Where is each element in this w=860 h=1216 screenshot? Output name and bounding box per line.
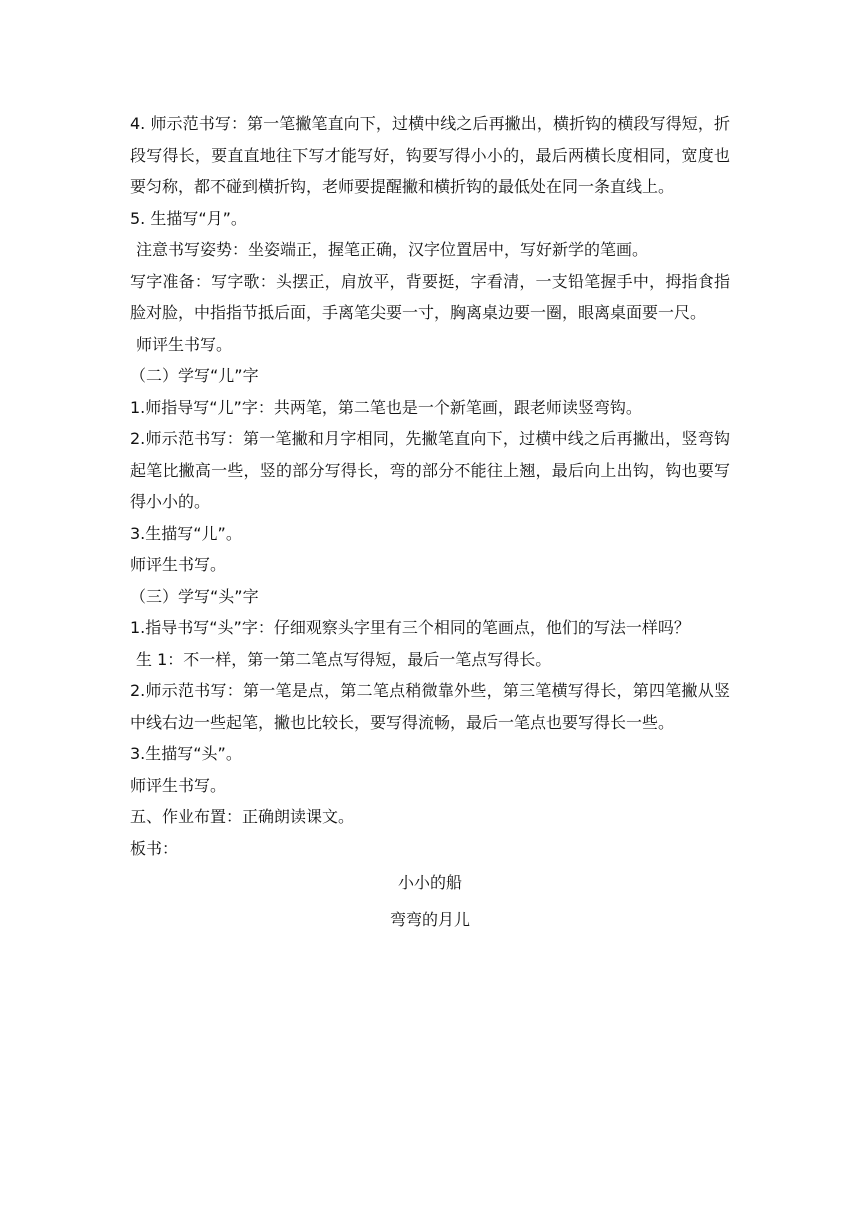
paragraph-student-answer: 生 1：不一样，第一第二笔点写得短，最后一笔点写得长。 [136,649,552,669]
paragraph-tou-guide: 1.指导书写“头”字：仔细观察头字里有三个相同的笔画点，他们的写法一样吗？ [130,618,690,637]
paragraph-tou-trace: 3.生描写“头”。 [130,744,242,763]
paragraph-er-guide: 1.师指导写“儿”字：共两笔，第二笔也是一个新笔画，跟老师读竖弯钩。 [130,397,642,417]
paragraph-er-review: 师评生书写。 [130,555,227,574]
paragraph-homework: 五、作业布置：正确朗读课文。 [130,807,355,826]
paragraph-posture-note: 注意书写姿势：坐姿端正，握笔正确，汉字位置居中，写好新学的笔画。 [136,240,649,259]
lesson-plan-body [130,108,730,938]
board-line-1: 小小的船 [397,873,462,892]
board-line-2: 弯弯的月儿 [389,910,470,929]
paragraph-er-demo: 2.师示范书写：第一笔撇和月字相同，先撇笔直向下，过横中线之后再撇出，竖弯钩起笔比撇高一些，竖的部分写得长，弯的部分不能往上翘，最后向上出钩，钩也要写得小小的。 [130,429,730,511]
paragraph-step-4-demo: 4. 师示范书写：第一笔撇笔直向下，过横中线之后再撇出，横折钩的横段写得短，折段写得长，要直直地往下写才能写好，钩要写得小小的，最后两横长度相同，宽度也要匀称，都不碰到横折钩，老师要提醒撇和横折钩的最低处在同一条直线上。 [130,114,730,196]
paragraph-step-5-trace: 5. 生描写“月”。 [130,208,247,228]
paragraph-tou-review: 师评生书写。 [130,775,227,795]
section-heading-tou: （三）学写“头”字 [130,586,259,606]
paragraph-writing-song: 写字准备：写字歌：头摆正，肩放平，背要挺，字看清，一支铅笔握手中，拇指食指脸对脸，中指指节抵后面，手离笔尖要一寸，胸离桌边要一圈，眼离桌面要一尺。 [130,271,730,322]
paragraph-er-trace: 3.生描写“儿”。 [130,523,242,543]
paragraph-teacher-review: 师评生书写。 [136,334,233,354]
paragraph-tou-demo: 2.师示范书写：第一笔是点，第二笔点稍微靠外些，第三笔横写得长，第四笔撇从竖中线右边一些起笔，撇也比较长，要写得流畅，最后一笔点也要写得长一些。 [130,681,730,732]
paragraph-board-label: 板书： [130,838,179,858]
section-heading-er: （二）学写“儿”字 [130,366,259,385]
